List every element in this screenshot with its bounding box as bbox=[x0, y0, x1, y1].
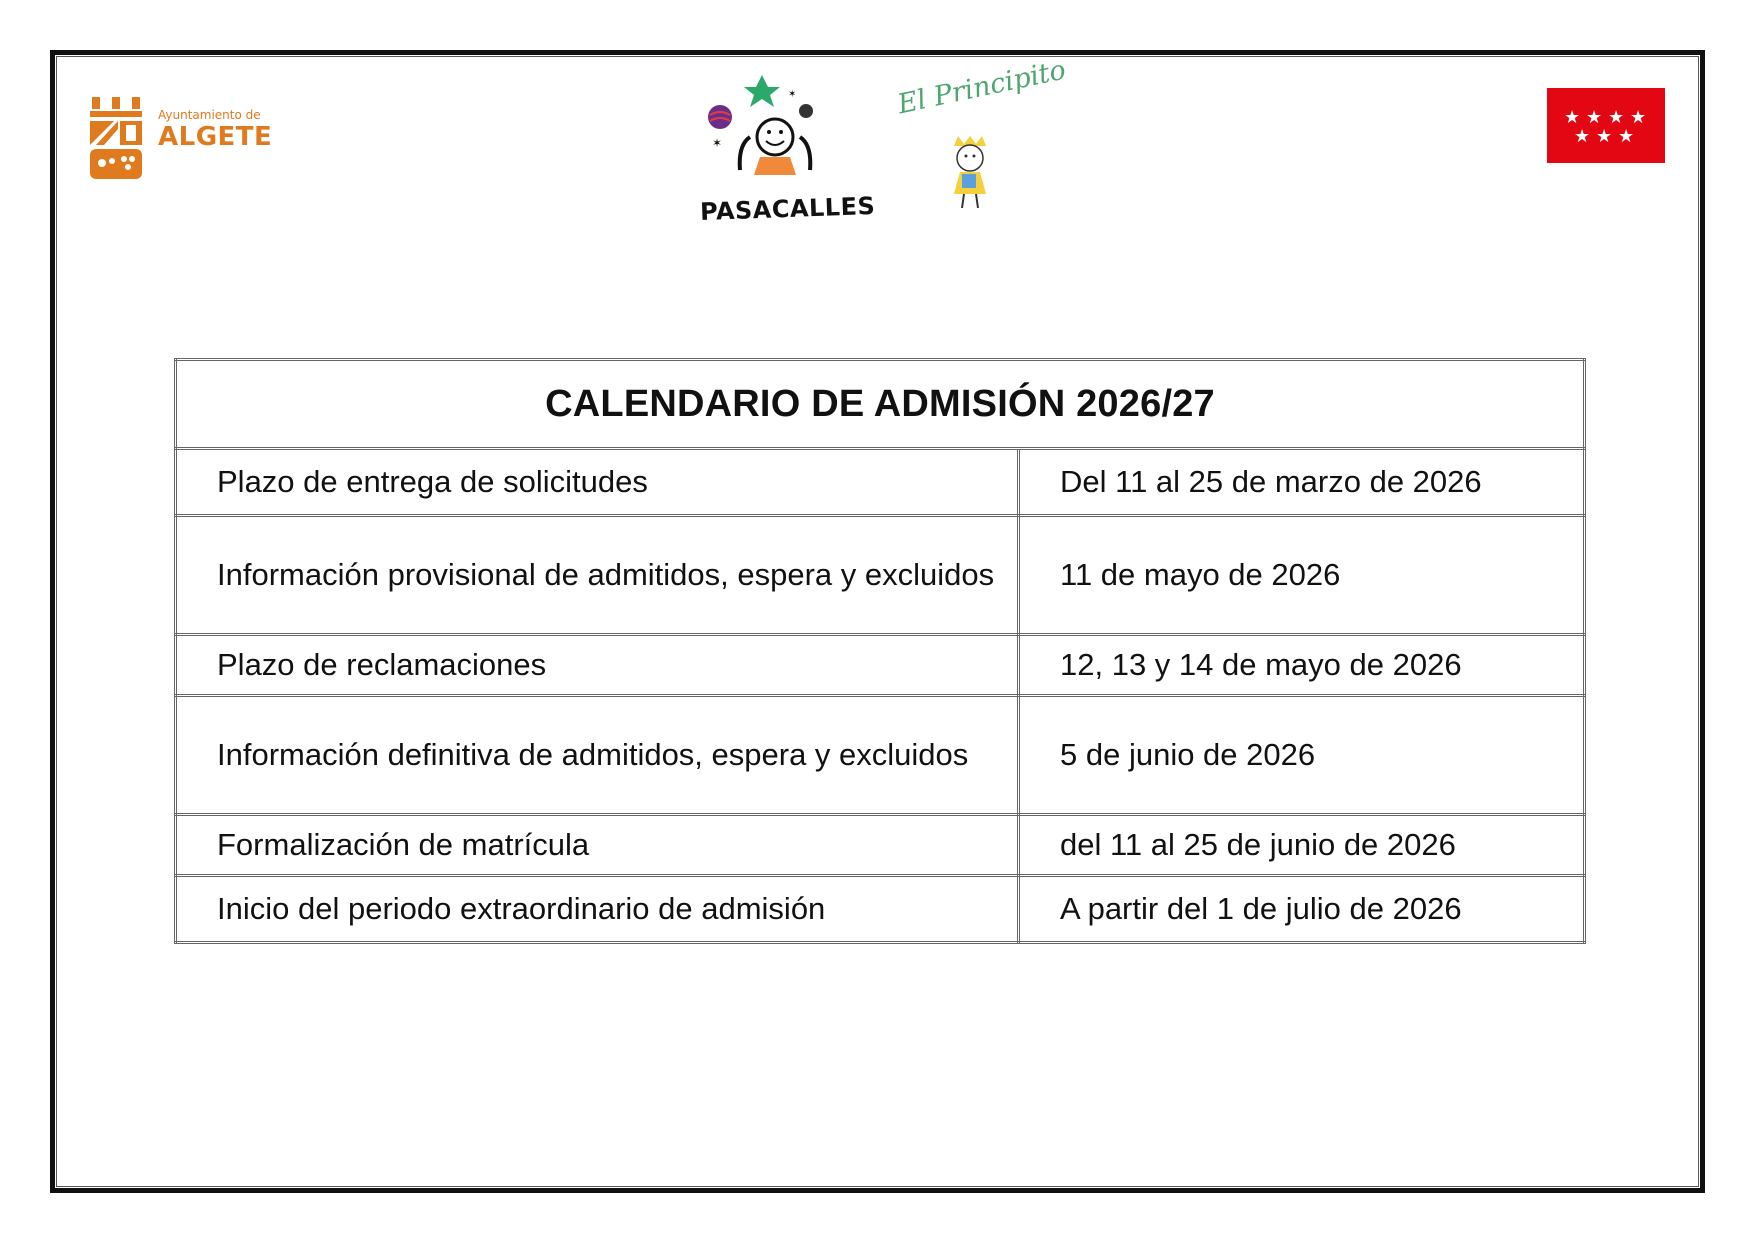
table-row bbox=[176, 876, 1585, 943]
table-row bbox=[176, 815, 1585, 876]
row-value: 11 de mayo de 2026 bbox=[1019, 516, 1585, 635]
svg-text:★: ★ bbox=[1608, 106, 1625, 128]
algete-name: ALGETE bbox=[158, 122, 273, 152]
svg-text:✶: ✶ bbox=[712, 136, 723, 150]
pasacalles-logo bbox=[690, 75, 876, 235]
table-row bbox=[176, 635, 1585, 696]
svg-text:✶: ✶ bbox=[788, 89, 797, 100]
admission-calendar-table bbox=[174, 358, 1586, 944]
row-label: Plazo de reclamaciones bbox=[176, 635, 1019, 696]
table-row bbox=[176, 696, 1585, 815]
juggler-drawing-icon bbox=[700, 75, 850, 193]
svg-text:★: ★ bbox=[1618, 125, 1635, 146]
svg-text:★: ★ bbox=[1574, 125, 1591, 146]
svg-text:★: ★ bbox=[1564, 106, 1581, 128]
madrid-flag bbox=[1547, 88, 1665, 163]
row-value: 5 de junio de 2026 bbox=[1019, 696, 1585, 815]
row-label: Información provisional de admitidos, espera y excluidos bbox=[176, 516, 1019, 635]
table-title: CALENDARIO DE ADMISIÓN 2026/27 bbox=[176, 360, 1585, 449]
row-value: A partir del 1 de julio de 2026 bbox=[1019, 876, 1585, 943]
madrid-flag-stars-icon bbox=[1562, 106, 1650, 146]
svg-text:★: ★ bbox=[1596, 125, 1613, 146]
table-row bbox=[176, 516, 1585, 635]
row-value: Del 11 al 25 de marzo de 2026 bbox=[1019, 449, 1585, 516]
principito-logo bbox=[895, 54, 1069, 222]
row-label: Información definitiva de admitidos, espera y excluidos bbox=[176, 696, 1019, 815]
svg-text:★: ★ bbox=[1586, 106, 1603, 128]
table-row bbox=[176, 449, 1585, 516]
algete-small-text: Ayuntamiento de bbox=[158, 108, 261, 122]
algete-shield-icon bbox=[90, 95, 142, 181]
row-label: Formalización de matrícula bbox=[176, 815, 1019, 876]
row-label: Inicio del periodo extraordinario de admisión bbox=[176, 876, 1019, 943]
principito-text: El Principito bbox=[895, 54, 1069, 121]
row-value: 12, 13 y 14 de mayo de 2026 bbox=[1019, 635, 1585, 696]
svg-text:★: ★ bbox=[1630, 106, 1647, 128]
algete-logo bbox=[90, 95, 290, 185]
pasacalles-text: PASACALLES bbox=[699, 191, 876, 227]
row-value: del 11 al 25 de junio de 2026 bbox=[1019, 815, 1585, 876]
row-label: Plazo de entrega de solicitudes bbox=[176, 449, 1019, 516]
little-prince-drawing-icon bbox=[940, 134, 1000, 214]
